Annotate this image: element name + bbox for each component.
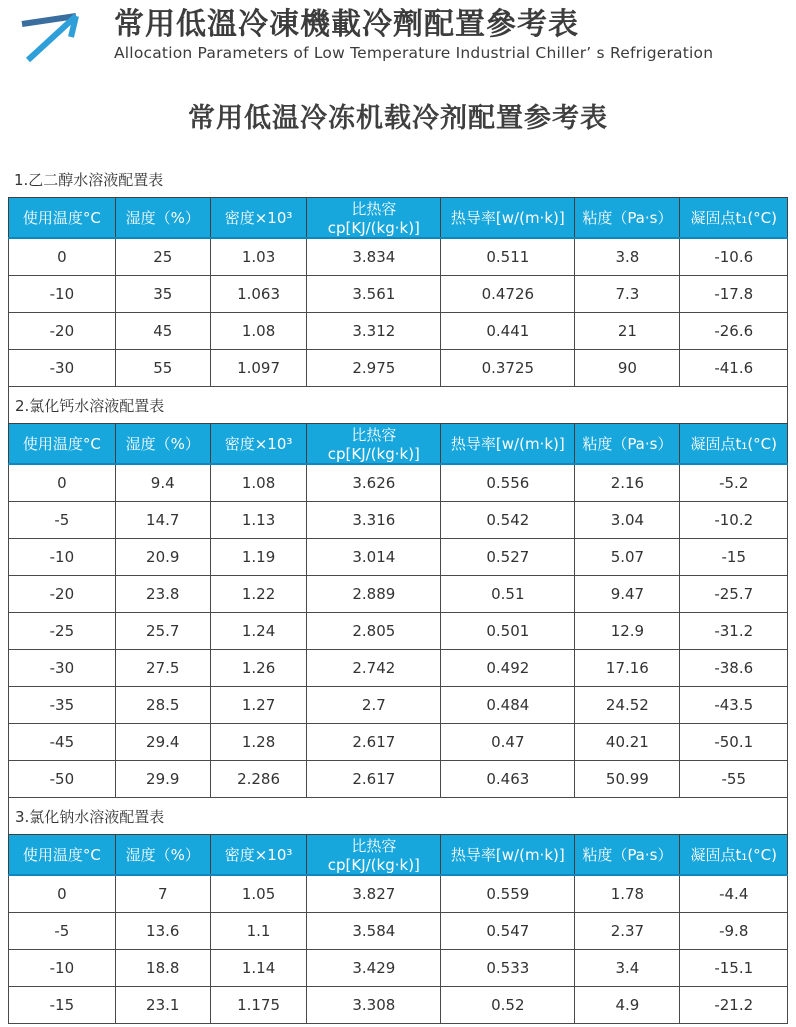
brand-subtitle: Allocation Parameters of Low Temperature Industrial Chiller’ s Refrigeration: [114, 44, 714, 62]
table-row: [9, 464, 788, 502]
table-row: [9, 913, 788, 950]
table-header-row: [9, 424, 788, 465]
table-cell: 4.9: [575, 987, 680, 1024]
table-cell: 2.742: [307, 650, 441, 687]
table-cell: 9.4: [115, 464, 210, 502]
table-cell: 2.805: [307, 613, 441, 650]
table-cell: 0.547: [441, 913, 575, 950]
column-header: 使用温度°C: [9, 835, 116, 876]
table-cell: -5: [9, 913, 116, 950]
table-cell: 27.5: [115, 650, 210, 687]
table-cell: 25.7: [115, 613, 210, 650]
table-cell: -30: [9, 350, 116, 387]
table-cell: 1.22: [210, 576, 307, 613]
table-cell: 0.501: [441, 613, 575, 650]
table-cell: 3.584: [307, 913, 441, 950]
table-sodium-chloride: [8, 834, 788, 1024]
table-cell: 0.51: [441, 576, 575, 613]
table-cell: 0.463: [441, 761, 575, 798]
column-header: 粘度（Pa·s）: [575, 424, 680, 465]
table-row: [9, 276, 788, 313]
column-header: 热导率[w/(m·k)]: [441, 198, 575, 239]
table-cell: 3.4: [575, 950, 680, 987]
table-cell: 1.03: [210, 238, 307, 276]
table-cell: -21.2: [680, 987, 788, 1024]
table-cell: 21: [575, 313, 680, 350]
table-cell: 14.7: [115, 502, 210, 539]
table-cell: -10.2: [680, 502, 788, 539]
table-cell: 0.4726: [441, 276, 575, 313]
section-label-1: 1.乙二醇水溶液配置表: [14, 170, 164, 189]
table-cell: 35: [115, 276, 210, 313]
table-cell: -41.6: [680, 350, 788, 387]
table-cell: 3.834: [307, 238, 441, 276]
table-cell: 1.78: [575, 875, 680, 913]
section-label-2: 2.氯化钙水溶液配置表: [8, 387, 788, 423]
table-cell: -10.6: [680, 238, 788, 276]
table-cell: -20: [9, 576, 116, 613]
table-cell: -50: [9, 761, 116, 798]
brand-title: 常用低溫冷凍機載冷劑配置參考表: [114, 7, 579, 42]
table-cell: 3.8: [575, 238, 680, 276]
table-cell: 1.14: [210, 950, 307, 987]
table-cell: 1.063: [210, 276, 307, 313]
table-header-row: [9, 835, 788, 876]
table-cell: 17.16: [575, 650, 680, 687]
table-cell: 1.097: [210, 350, 307, 387]
table-cell: 13.6: [115, 913, 210, 950]
table-cell: 9.47: [575, 576, 680, 613]
table-cell: 25: [115, 238, 210, 276]
table-cell: 3.312: [307, 313, 441, 350]
table-cell: 0.484: [441, 687, 575, 724]
table-cell: -15: [680, 539, 788, 576]
table-cell: -38.6: [680, 650, 788, 687]
table-cell: 24.52: [575, 687, 680, 724]
table-cell: -15.1: [680, 950, 788, 987]
section-label-3: 3.氯化钠水溶液配置表: [8, 798, 788, 834]
table-cell: 2.889: [307, 576, 441, 613]
column-header: 粘度（Pa·s）: [575, 835, 680, 876]
table-cell: 2.617: [307, 724, 441, 761]
table-cell: 2.286: [210, 761, 307, 798]
table-cell: 1.175: [210, 987, 307, 1024]
table-cell: 2.16: [575, 464, 680, 502]
column-header: 粘度（Pa·s）: [575, 198, 680, 239]
table-ethylene-glycol: [8, 197, 788, 387]
table-cell: 0.533: [441, 950, 575, 987]
table-cell: 18.8: [115, 950, 210, 987]
table-cell: 1.13: [210, 502, 307, 539]
table-cell: -35: [9, 687, 116, 724]
table-cell: 5.07: [575, 539, 680, 576]
table-cell: 7.3: [575, 276, 680, 313]
table-cell: 1.27: [210, 687, 307, 724]
table-cell: 1.08: [210, 464, 307, 502]
column-header: 密度×10³: [210, 198, 307, 239]
column-header: 使用温度°C: [9, 198, 116, 239]
table-cell: -45: [9, 724, 116, 761]
table-cell: 2.7: [307, 687, 441, 724]
table-cell: 55: [115, 350, 210, 387]
table-cell: -15: [9, 987, 116, 1024]
column-header: 湿度（%）: [115, 835, 210, 876]
column-header: 比热容cp[KJ/(kg·k)]: [307, 424, 441, 465]
table-cell: 0.47: [441, 724, 575, 761]
table-cell: 0.527: [441, 539, 575, 576]
table-row: [9, 350, 788, 387]
table-cell: -4.4: [680, 875, 788, 913]
table-cell: -5.2: [680, 464, 788, 502]
table-cell: 3.04: [575, 502, 680, 539]
table-cell: 3.308: [307, 987, 441, 1024]
table-row: [9, 761, 788, 798]
table-cell: 1.26: [210, 650, 307, 687]
table-cell: 29.9: [115, 761, 210, 798]
table-row: [9, 313, 788, 350]
table-cell: 1.28: [210, 724, 307, 761]
table-cell: -17.8: [680, 276, 788, 313]
table-row: [9, 950, 788, 987]
table-cell: -10: [9, 539, 116, 576]
table-cell: 3.429: [307, 950, 441, 987]
table-cell: 40.21: [575, 724, 680, 761]
column-header: 湿度（%）: [115, 424, 210, 465]
column-header: 湿度（%）: [115, 198, 210, 239]
table-cell: -20: [9, 313, 116, 350]
table-cell: -10: [9, 276, 116, 313]
table-row: [9, 687, 788, 724]
table-cell: 3.561: [307, 276, 441, 313]
column-header: 使用温度°C: [9, 424, 116, 465]
column-header: 密度×10³: [210, 424, 307, 465]
table-cell: 50.99: [575, 761, 680, 798]
table-cell: 1.24: [210, 613, 307, 650]
table-cell: 20.9: [115, 539, 210, 576]
table-cell: -55: [680, 761, 788, 798]
table-cell: 1.08: [210, 313, 307, 350]
table-cell: 3.316: [307, 502, 441, 539]
table-cell: 45: [115, 313, 210, 350]
table-cell: 2.617: [307, 761, 441, 798]
table-cell: 0.559: [441, 875, 575, 913]
table-cell: 2.37: [575, 913, 680, 950]
table-cell: 1.05: [210, 875, 307, 913]
table-header-row: [9, 198, 788, 239]
table-cell: 0: [9, 238, 116, 276]
table-cell: 0: [9, 464, 116, 502]
table-cell: 0: [9, 875, 116, 913]
column-header: 密度×10³: [210, 835, 307, 876]
table-cell: -25: [9, 613, 116, 650]
table-cell: 0.542: [441, 502, 575, 539]
column-header: 热导率[w/(m·k)]: [441, 835, 575, 876]
table-cell: 0.511: [441, 238, 575, 276]
column-header: 比热容cp[KJ/(kg·k)]: [307, 835, 441, 876]
column-header: 凝固点t₁(°C): [680, 198, 788, 239]
table-cell: -26.6: [680, 313, 788, 350]
brand-header: [0, 0, 796, 64]
table-row: [9, 613, 788, 650]
column-header: 凝固点t₁(°C): [680, 835, 788, 876]
table-cell: 2.975: [307, 350, 441, 387]
trend-arrow-up-right-icon: [8, 6, 100, 64]
table-cell: 1.1: [210, 913, 307, 950]
table-row: [9, 502, 788, 539]
table-cell: -43.5: [680, 687, 788, 724]
column-header: 热导率[w/(m·k)]: [441, 424, 575, 465]
table-cell: 12.9: [575, 613, 680, 650]
table-row: [9, 650, 788, 687]
table-row: [9, 987, 788, 1024]
table-cell: 90: [575, 350, 680, 387]
table-cell: 0.52: [441, 987, 575, 1024]
brand-text: [114, 6, 713, 62]
table-cell: 1.19: [210, 539, 307, 576]
table-cell: -50.1: [680, 724, 788, 761]
table-cell: 0.3725: [441, 350, 575, 387]
table-cell: 29.4: [115, 724, 210, 761]
table-row: [9, 539, 788, 576]
table-cell: 0.492: [441, 650, 575, 687]
table-cell: 7: [115, 875, 210, 913]
table-cell: -31.2: [680, 613, 788, 650]
table-cell: 28.5: [115, 687, 210, 724]
table-cell: 23.1: [115, 987, 210, 1024]
table-cell: 0.556: [441, 464, 575, 502]
column-header: 凝固点t₁(°C): [680, 424, 788, 465]
table-cell: -5: [9, 502, 116, 539]
table-row: [9, 238, 788, 276]
table-cell: 3.827: [307, 875, 441, 913]
table-cell: -9.8: [680, 913, 788, 950]
table-cell: 3.626: [307, 464, 441, 502]
table-cell: -10: [9, 950, 116, 987]
table-cell: 23.8: [115, 576, 210, 613]
table-row: [9, 576, 788, 613]
table-cell: 0.441: [441, 313, 575, 350]
table-row: [9, 875, 788, 913]
table-calcium-chloride: [8, 423, 788, 798]
table-cell: 3.014: [307, 539, 441, 576]
table-cell: -25.7: [680, 576, 788, 613]
page-title: 常用低温冷冻机载冷剂配置参考表: [188, 103, 608, 134]
table-row: [9, 724, 788, 761]
table-cell: -30: [9, 650, 116, 687]
column-header: 比热容cp[KJ/(kg·k)]: [307, 198, 441, 239]
